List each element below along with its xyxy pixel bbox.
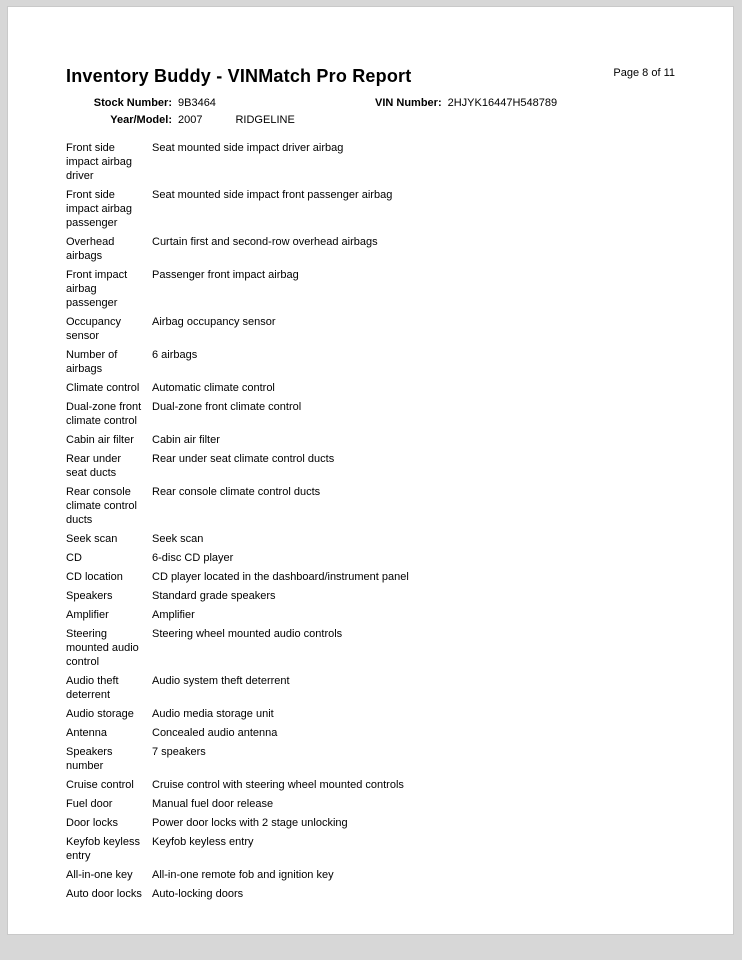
feature-label: Cruise control xyxy=(66,779,134,791)
feature-value: Automatic climate control xyxy=(152,382,275,394)
table-row xyxy=(66,188,675,230)
features-table xyxy=(66,141,675,901)
feature-label: Audio storage xyxy=(66,708,134,720)
table-row xyxy=(66,608,675,622)
feature-label: Rear under seat ducts xyxy=(66,453,122,479)
feature-value: Steering wheel mounted audio controls xyxy=(152,628,343,640)
feature-value: All-in-one remote fob and ignition key xyxy=(152,869,334,881)
feature-value: Power door locks with 2 stage unlocking xyxy=(152,817,348,829)
feature-value: Auto-locking doors xyxy=(152,888,244,900)
stock-number-value: 9B3464 xyxy=(178,97,216,109)
table-row xyxy=(66,797,675,811)
feature-value: 6 airbags xyxy=(152,349,198,361)
feature-label: All-in-one key xyxy=(66,869,133,881)
feature-value: 7 speakers xyxy=(152,746,206,758)
feature-value: Seat mounted side impact driver airbag xyxy=(152,142,344,154)
table-row xyxy=(66,348,675,376)
feature-value: Dual-zone front climate control xyxy=(152,401,302,413)
feature-label: Audio theft deterrent xyxy=(66,675,119,701)
feature-label: Occupancy sensor xyxy=(66,316,122,342)
table-row xyxy=(66,726,675,740)
table-row xyxy=(66,835,675,863)
feature-value: Curtain first and second-row overhead airbags xyxy=(152,236,378,248)
table-row xyxy=(66,589,675,603)
model-value: RIDGELINE xyxy=(235,114,295,126)
vin-group xyxy=(375,95,557,112)
feature-value: Passenger front impact airbag xyxy=(152,269,299,281)
feature-label: Front impact airbag passenger xyxy=(66,269,128,309)
table-row xyxy=(66,570,675,584)
feature-value: Airbag occupancy sensor xyxy=(152,316,276,328)
table-row xyxy=(66,674,675,702)
feature-label: Amplifier xyxy=(66,609,109,621)
feature-label: Keyfob keyless entry xyxy=(66,836,140,862)
feature-label: Speakers xyxy=(66,590,113,602)
feature-label: Fuel door xyxy=(66,798,113,810)
table-row xyxy=(66,532,675,546)
table-row xyxy=(66,745,675,773)
stock-number-label: Stock Number: xyxy=(93,97,172,109)
feature-label: Antenna xyxy=(66,727,107,739)
feature-label: CD location xyxy=(66,571,123,583)
feature-value: Standard grade speakers xyxy=(152,590,276,602)
table-row xyxy=(66,627,675,669)
table-row xyxy=(66,485,675,527)
feature-value: Seek scan xyxy=(152,533,204,545)
year-model-label: Year/Model: xyxy=(110,114,172,126)
table-row xyxy=(66,868,675,882)
feature-label: Number of airbags xyxy=(66,349,118,375)
feature-label: Front side impact airbag passenger xyxy=(66,189,133,229)
feature-value: Rear under seat climate control ducts xyxy=(152,453,335,465)
table-row xyxy=(66,816,675,830)
feature-value: Cabin air filter xyxy=(152,434,220,446)
feature-label: Seek scan xyxy=(66,533,118,545)
feature-label: Auto door locks xyxy=(66,888,142,900)
feature-label: Steering mounted audio control xyxy=(66,628,139,668)
feature-value: Concealed audio antenna xyxy=(152,727,278,739)
report-header xyxy=(66,65,675,87)
year-value: 2007 xyxy=(178,114,203,126)
stock-number-line xyxy=(66,95,675,112)
table-row xyxy=(66,235,675,263)
feature-label: Rear console climate control ducts xyxy=(66,486,137,526)
feature-value: Audio media storage unit xyxy=(152,708,274,720)
vin-number-label: VIN Number: xyxy=(375,97,442,109)
feature-value: 6-disc CD player xyxy=(152,552,234,564)
feature-value: Cruise control with steering wheel mounted controls xyxy=(152,779,404,791)
table-row xyxy=(66,452,675,480)
feature-label: Cabin air filter xyxy=(66,434,134,446)
feature-value: Seat mounted side impact front passenger airbag xyxy=(152,189,393,201)
feature-label: Overhead airbags xyxy=(66,236,115,262)
table-row xyxy=(66,141,675,183)
report-meta xyxy=(66,95,675,129)
feature-value: Amplifier xyxy=(152,609,195,621)
feature-value: Manual fuel door release xyxy=(152,798,274,810)
table-row xyxy=(66,400,675,428)
table-row xyxy=(66,381,675,395)
table-row xyxy=(66,707,675,721)
feature-value: Keyfob keyless entry xyxy=(152,836,254,848)
feature-value: CD player located in the dashboard/instrument panel xyxy=(152,571,409,583)
feature-label: Front side impact airbag driver xyxy=(66,142,133,182)
table-row xyxy=(66,778,675,792)
table-row xyxy=(66,551,675,565)
feature-label: CD xyxy=(66,552,82,564)
feature-label: Dual-zone front climate control xyxy=(66,401,142,427)
feature-label: Door locks xyxy=(66,817,118,829)
feature-label: Climate control xyxy=(66,382,140,394)
page-indicator: Page 8 of 11 xyxy=(613,67,675,79)
report-title: Inventory Buddy - VINMatch Pro Report xyxy=(66,66,412,86)
feature-label: Speakers number xyxy=(66,746,113,772)
year-model-line xyxy=(66,112,675,129)
table-row xyxy=(66,268,675,310)
vin-number-value: 2HJYK16447H548789 xyxy=(447,97,558,109)
table-row xyxy=(66,887,675,901)
table-row xyxy=(66,433,675,447)
table-row xyxy=(66,315,675,343)
feature-value: Audio system theft deterrent xyxy=(152,675,290,687)
feature-value: Rear console climate control ducts xyxy=(152,486,321,498)
report-page xyxy=(7,6,734,935)
